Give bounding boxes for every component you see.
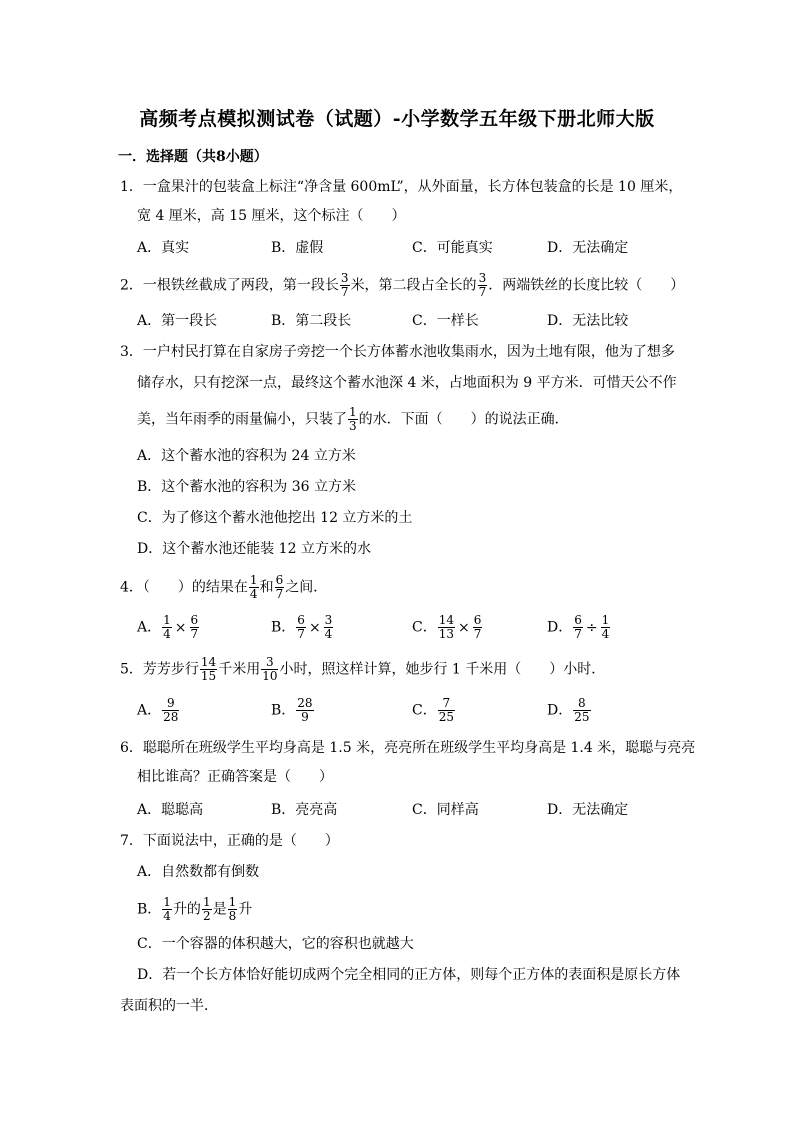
q3-text-1: 美，当年雨季的雨量偏小，只装了 [137,411,347,428]
q3-text-2: 的水．下面（ ）的说法正确． [358,411,569,428]
q4-option-d[interactable]: D． $\frac{6}{7}$ ÷ $\frac{1}{4}$ [547,613,610,641]
q2-option-d[interactable]: D．无法比较 [547,313,629,329]
q6-stem-line1: 6．聪聪所在班级学生平均身高是 1.5 米，亮亮所在班级学生平均身高是 1.4 米，聪聪与亮亮 [120,740,696,756]
q5-option-a[interactable]: A． $\frac{9}{28}$ [137,696,179,724]
q2-text-2: 米，第二段占全长的 [350,277,477,294]
q3-stem-line2: 储存水，只有挖深一点，最终这个蓄水池深 4 米，占地面积为 9 平方米．可惜天公不作 [137,375,677,391]
q6-stem-line2: 相比谁高？正确答案是（ ） [137,769,333,785]
q5-text-2: 千米用 [218,661,261,678]
q4-fraction-1: $\frac{1}{4}$ [249,573,258,601]
q4-stem [120,574,327,601]
q3-stem-line1: 3．一户村民打算在自家房子旁挖一个长方体蓄水池收集雨水，因为土地有限，他为了想多 [120,344,675,360]
q1-option-a[interactable]: A．真实 [137,240,190,256]
q6-option-d[interactable]: D．无法确定 [547,802,629,818]
q3-option-c[interactable]: C．为了修这个蓄水池他挖出 12 立方米的土 [137,510,413,526]
q7-stem: 7．下面说法中，正确的是（ ） [120,833,339,849]
q6-option-b[interactable]: B．亮亮高 [271,802,338,818]
q1-stem-line2: 宽 4 厘米，高 15 厘米，这个标注（ ） [137,208,406,224]
q4-text-3: 之间． [285,579,328,596]
q7-option-d-line2: 表面积的一半． [120,998,218,1014]
q5-fraction-2: $\frac{3}{10}$ [262,655,278,683]
q5-text-3: 小时，照这样计算，她步行 1 千米用（ ）小时． [279,661,606,678]
q3-option-b[interactable]: B．这个蓄水池的容积为 36 立方米 [137,479,357,495]
q6-option-c[interactable]: C．同样高 [412,802,479,818]
q1-option-b[interactable]: B．虚假 [271,240,324,256]
q5-option-d[interactable]: D． $\frac{8}{25}$ [547,696,590,724]
q1-option-d[interactable]: D．无法确定 [547,240,629,256]
q7-option-b[interactable]: B． $\frac{1}{4}$ 升的 $\frac{1}{2}$ 是 $\frac{1}{8}$ 升 [137,895,253,923]
section-heading: 一．选择题（共8小题） [118,149,268,165]
page-title: 高频考点模拟测试卷（试题）-小学数学五年级下册北师大版 [139,108,655,130]
q5-stem [120,656,605,683]
q3-stem-line3 [137,406,569,433]
q2-fraction-1: $\frac{3}{7}$ [340,271,349,299]
q5-text-1: 5．芳芳步行 [120,661,199,678]
q3-option-a[interactable]: A．这个蓄水池的容积为 24 立方米 [137,448,356,464]
q7-option-d-line1[interactable]: D．若一个长方体恰好能切成两个完全相同的正方体，则每个正方体的表面积是原长方体 [137,967,681,983]
q2-option-c[interactable]: C．一样长 [412,313,479,329]
q5-option-b[interactable]: B． $\frac{28}{9}$ [271,696,313,724]
q6-option-a[interactable]: A．聪聪高 [137,802,204,818]
q2-text-3: ．两端铁丝的长度比较（ ） [488,277,685,294]
q4-text-1: 4．（ ）的结果在 [120,579,248,596]
q2-stem [120,272,684,299]
q4-text-2: 和 [259,579,274,596]
q2-text-1: 2．一根铁丝截成了两段，第一段长 [120,277,339,294]
q2-option-a[interactable]: A．第一段长 [137,313,218,329]
q1-option-c[interactable]: C．可能真实 [412,240,493,256]
q7-option-c[interactable]: C．一个容器的体积越大，它的容积也就越大 [137,936,414,952]
q7-option-a[interactable]: A．自然数都有倒数 [137,864,260,880]
q2-option-b[interactable]: B．第二段长 [271,313,352,329]
q1-stem-line1: 1．一盒果汁的包装盒上标注“净含量 600mL”，从外面量，长方体包装盒的长是 10 厘米， [120,179,683,195]
q3-option-d[interactable]: D．这个蓄水池还能装 12 立方米的水 [137,541,371,557]
q4-fraction-2: $\frac{6}{7}$ [275,573,284,601]
q5-fraction-1: $\frac{14}{15}$ [200,655,217,683]
q3-fraction: $\frac{1}{3}$ [349,405,357,433]
q4-option-b[interactable]: B． $\frac{6}{7}$ × $\frac{3}{4}$ [271,613,333,641]
q2-fraction-2: $\frac{3}{7}$ [478,271,487,299]
q4-option-c[interactable]: C． $\frac{14}{13}$ × $\frac{6}{7}$ [412,613,482,641]
q5-option-c[interactable]: C． $\frac{7}{25}$ [412,696,454,724]
q4-option-a[interactable]: A． $\frac{1}{4}$ × $\frac{6}{7}$ [137,613,199,641]
